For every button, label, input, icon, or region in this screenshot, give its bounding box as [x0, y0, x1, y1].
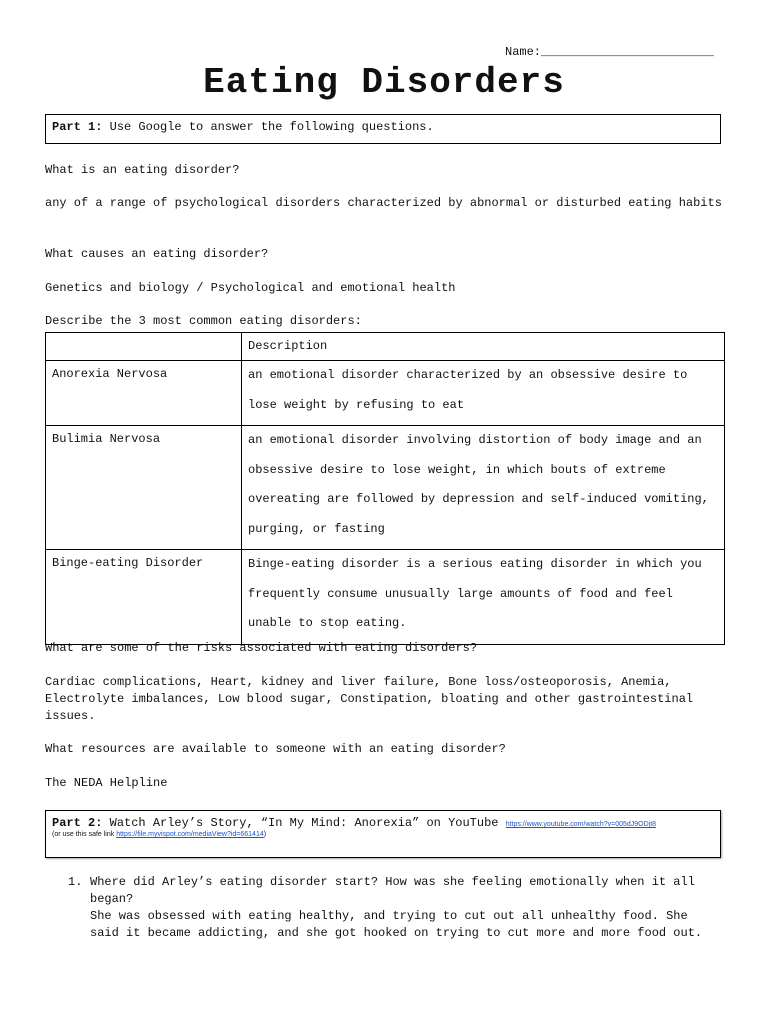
disorder-name: Binge-eating Disorder	[46, 550, 242, 645]
table-header-row	[46, 333, 725, 361]
alt-link-prefix: (or use this safe link	[52, 831, 117, 838]
disorder-description: an emotional disorder characterized by an obsessive desire to lose weight by refusing to eat	[242, 361, 725, 426]
answer-what-is: any of a range of psychological disorders characterized by abnormal or disturbed eating habits	[45, 196, 722, 210]
part1-label: Part 1:	[52, 120, 103, 134]
part2-label: Part 2:	[52, 816, 103, 830]
list-item-question: Where did Arley’s eating disorder start? How was she feeling emotionally when it all began?	[90, 875, 695, 906]
disorder-name: Anorexia Nervosa	[46, 361, 242, 426]
answer-resources: The NEDA Helpline	[45, 776, 168, 790]
list-item	[68, 874, 723, 942]
answer-risks: Cardiac complications, Heart, kidney and liver failure, Bone loss/osteoporosis, Anemia, Electrolyte imbalances, Low blood sugar, Constipation, bloating and other gastrointestinal issues.	[45, 675, 694, 723]
answer-causes: Genetics and biology / Psychological and emotional health	[45, 281, 456, 295]
question-risks: What are some of the risks associated with eating disorders?	[45, 641, 478, 655]
part2-box	[45, 810, 721, 858]
list-item-number: 1.	[68, 875, 83, 889]
table-header-empty	[46, 333, 242, 361]
question-causes: What causes an eating disorder?	[45, 247, 269, 261]
table-intro: Describe the 3 most common eating disorders:	[45, 314, 362, 328]
disorder-description: an emotional disorder involving distortion of body image and an obsessive desire to lose weight, in which bouts of extreme overeating are followed by depression and self-induced vomiting, purging, or fasting	[242, 426, 725, 550]
safe-link[interactable]: https://file.myvispot.com/mediaView?id=661414	[116, 831, 264, 838]
table-row	[46, 550, 725, 645]
disorders-table	[45, 332, 725, 645]
question-resources: What resources are available to someone with an eating disorder?	[45, 742, 506, 756]
table-row	[46, 361, 725, 426]
part1-box	[45, 114, 721, 144]
table-header-description: Description	[242, 333, 725, 361]
page-title: Eating Disorders	[203, 62, 565, 103]
list-item-answer: She was obsessed with eating healthy, and trying to cut out all unhealthy food. She said it became addicting, and she got hooked on trying to cut more and more food out.	[90, 909, 703, 940]
disorder-description: Binge-eating disorder is a serious eating disorder in which you frequently consume unusually large amounts of food and feel unable to stop eating.	[242, 550, 725, 645]
question-list	[68, 874, 723, 942]
part2-instructions: Watch Arley’s Story, “In My Mind: Anorexia” on YouTube	[102, 816, 506, 830]
alt-link-suffix: )	[263, 831, 267, 838]
youtube-link[interactable]: https://www.youtube.com/watch?v=005dJ9ODjt8	[505, 821, 657, 828]
table-row	[46, 426, 725, 550]
name-field-label: Name:________________________	[505, 45, 714, 59]
part1-instructions: Use Google to answer the following questions.	[102, 120, 434, 134]
disorder-name: Bulimia Nervosa	[46, 426, 242, 550]
question-what-is: What is an eating disorder?	[45, 163, 240, 177]
